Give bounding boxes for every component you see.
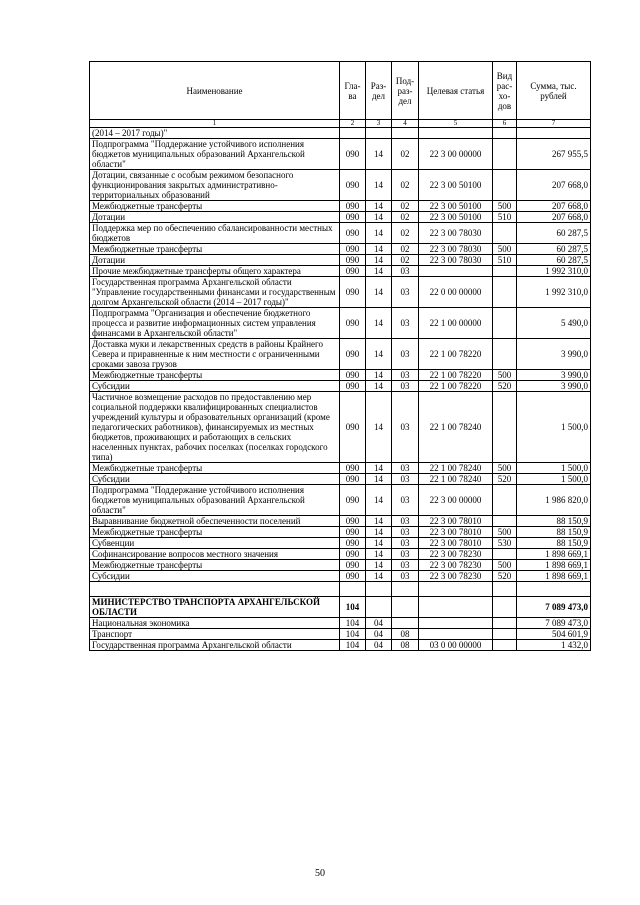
row-name: Софинансирование вопросов местного значения [90, 549, 340, 560]
row-target-article: 22 3 00 50100 [419, 212, 493, 223]
row-section [366, 128, 392, 139]
row-section: 14 [366, 463, 392, 474]
row-section: 14 [366, 474, 392, 485]
row-name: Транспорт [90, 629, 340, 640]
row-section: 14 [366, 212, 392, 223]
row-chapter: 104 [340, 640, 366, 651]
row-amount: 60 287,5 [517, 223, 591, 244]
row-chapter: 090 [340, 139, 366, 170]
row-section: 14 [366, 339, 392, 370]
row-target-article: 22 1 00 78240 [419, 392, 493, 463]
row-amount: 7 089 473,0 [517, 597, 591, 618]
row-amount: 88 150,9 [517, 516, 591, 527]
row-amount: 1 986 820,0 [517, 485, 591, 516]
row-name: МИНИСТЕРСТВО ТРАНСПОРТА АРХАНГЕЛЬСКОЙ ОБЛАСТИ [90, 597, 340, 618]
row-expense-type: 500 [493, 244, 517, 255]
row-name: Дотации [90, 212, 340, 223]
row-name: Субсидии [90, 571, 340, 582]
row-section: 14 [366, 549, 392, 560]
row-chapter: 090 [340, 474, 366, 485]
row-chapter [340, 582, 366, 597]
row-subsection: 03 [392, 538, 419, 549]
row-name: Частичное возмещение расходов по предоставлению мер социальной поддержки квалифицированных специалистов учреждений культуры и образовательных организаций (кроме педагогических работников), финансируемых из местных бюджетов, проживающих и работающих в сельских населенных пунктах, рабочих поселках (поселках городского типа) [90, 392, 340, 463]
row-name: Межбюджетные трансферты [90, 244, 340, 255]
row-section: 14 [366, 308, 392, 339]
column-number: 6 [493, 120, 517, 128]
row-section: 14 [366, 170, 392, 201]
row-subsection: 03 [392, 463, 419, 474]
row-subsection: 03 [392, 571, 419, 582]
row-expense-type: 510 [493, 212, 517, 223]
budget-table-page [89, 61, 590, 651]
row-chapter: 090 [340, 277, 366, 308]
table-row [90, 266, 591, 277]
row-target-article [419, 582, 493, 597]
row-chapter: 090 [340, 308, 366, 339]
table-row [90, 277, 591, 308]
row-subsection: 03 [392, 381, 419, 392]
row-amount: 1 992 310,0 [517, 266, 591, 277]
row-expense-type: 510 [493, 255, 517, 266]
row-subsection: 03 [392, 485, 419, 516]
row-name: Выравнивание бюджетной обеспеченности поселений [90, 516, 340, 527]
row-subsection: 03 [392, 392, 419, 463]
row-name: Национальная экономика [90, 618, 340, 629]
row-section: 14 [366, 266, 392, 277]
header-subsection: Под-раз-дел [392, 62, 419, 120]
table-row [90, 463, 591, 474]
row-name [90, 582, 340, 597]
row-amount: 60 287,5 [517, 255, 591, 266]
row-subsection: 02 [392, 170, 419, 201]
table-row [90, 597, 591, 618]
row-amount: 1 500,0 [517, 463, 591, 474]
table-row [90, 339, 591, 370]
column-number-row [90, 120, 591, 128]
row-chapter: 090 [340, 516, 366, 527]
row-chapter: 090 [340, 370, 366, 381]
row-amount: 1 992 310,0 [517, 277, 591, 308]
table-row [90, 128, 591, 139]
row-target-article [419, 597, 493, 618]
column-number: 3 [366, 120, 392, 128]
row-subsection: 08 [392, 629, 419, 640]
table-row [90, 139, 591, 170]
header-expense-type: Вид рас-хо-дов [493, 62, 517, 120]
row-target-article: 22 1 00 78220 [419, 339, 493, 370]
row-expense-type: 520 [493, 571, 517, 582]
table-header-row [90, 62, 591, 120]
row-chapter: 090 [340, 485, 366, 516]
row-chapter: 090 [340, 571, 366, 582]
row-target-article: 22 3 00 78030 [419, 223, 493, 244]
row-name: Межбюджетные трансферты [90, 370, 340, 381]
table-row [90, 538, 591, 549]
row-section: 14 [366, 381, 392, 392]
row-subsection: 02 [392, 244, 419, 255]
row-expense-type [493, 170, 517, 201]
row-expense-type: 520 [493, 381, 517, 392]
row-amount [517, 582, 591, 597]
row-amount: 1 898 669,1 [517, 571, 591, 582]
table-row [90, 244, 591, 255]
header-name: Наименование [90, 62, 340, 120]
row-name: Прочие межбюджетные трансферты общего характера [90, 266, 340, 277]
row-subsection: 03 [392, 277, 419, 308]
table-row [90, 201, 591, 212]
row-section: 14 [366, 538, 392, 549]
row-subsection: 02 [392, 255, 419, 266]
row-subsection: 03 [392, 527, 419, 538]
column-number: 2 [340, 120, 366, 128]
row-subsection: 03 [392, 560, 419, 571]
row-amount: 1 898 669,1 [517, 560, 591, 571]
row-chapter: 090 [340, 223, 366, 244]
row-expense-type [493, 582, 517, 597]
row-subsection: 02 [392, 139, 419, 170]
row-subsection: 03 [392, 549, 419, 560]
row-expense-type [493, 485, 517, 516]
row-section: 14 [366, 392, 392, 463]
row-section: 04 [366, 629, 392, 640]
row-target-article: 22 0 00 00000 [419, 277, 493, 308]
row-amount: 207 668,0 [517, 212, 591, 223]
row-name: Субсидии [90, 474, 340, 485]
row-section: 14 [366, 244, 392, 255]
row-chapter: 090 [340, 392, 366, 463]
row-chapter: 090 [340, 212, 366, 223]
table-row [90, 223, 591, 244]
row-amount: 1 898 669,1 [517, 549, 591, 560]
row-section: 14 [366, 516, 392, 527]
row-section: 14 [366, 370, 392, 381]
row-expense-type [493, 640, 517, 651]
row-chapter [340, 128, 366, 139]
row-target-article: 03 0 00 00000 [419, 640, 493, 651]
row-expense-type: 500 [493, 201, 517, 212]
row-chapter: 090 [340, 170, 366, 201]
row-amount: 1 500,0 [517, 392, 591, 463]
row-subsection [392, 128, 419, 139]
row-chapter: 090 [340, 560, 366, 571]
row-chapter: 090 [340, 339, 366, 370]
row-target-article: 22 3 00 78030 [419, 244, 493, 255]
row-name: Дотации, связанные с особым режимом безопасного функционирования закрытых административно-территориальных образований [90, 170, 340, 201]
header-target-article: Целевая статья [419, 62, 493, 120]
row-target-article: 22 1 00 78240 [419, 474, 493, 485]
row-chapter: 104 [340, 597, 366, 618]
row-expense-type: 500 [493, 560, 517, 571]
row-expense-type [493, 339, 517, 370]
row-subsection: 03 [392, 474, 419, 485]
row-name: Подпрограмма "Поддержание устойчивого исполнения бюджетов муниципальных образований Архангельской области" [90, 485, 340, 516]
table-row [90, 485, 591, 516]
row-section: 14 [366, 571, 392, 582]
table-row [90, 618, 591, 629]
row-expense-type [493, 549, 517, 560]
row-target-article: 22 3 00 50100 [419, 201, 493, 212]
row-section: 14 [366, 201, 392, 212]
row-amount: 3 990,0 [517, 370, 591, 381]
row-name: Межбюджетные трансферты [90, 560, 340, 571]
row-expense-type: 530 [493, 538, 517, 549]
table-row [90, 308, 591, 339]
row-name: Межбюджетные трансферты [90, 527, 340, 538]
row-target-article: 22 3 00 00000 [419, 139, 493, 170]
row-name: (2014 – 2017 годы)" [90, 128, 340, 139]
table-row [90, 560, 591, 571]
row-target-article: 22 3 00 50100 [419, 170, 493, 201]
row-amount: 88 150,9 [517, 538, 591, 549]
table-row [90, 255, 591, 266]
row-chapter: 090 [340, 549, 366, 560]
row-expense-type: 500 [493, 463, 517, 474]
row-name: Межбюджетные трансферты [90, 463, 340, 474]
row-target-article: 22 3 00 78230 [419, 560, 493, 571]
row-expense-type [493, 516, 517, 527]
row-target-article: 22 3 00 78230 [419, 549, 493, 560]
row-target-article: 22 3 00 78230 [419, 571, 493, 582]
row-name: Субсидии [90, 381, 340, 392]
row-name: Государственная программа Архангельской области [90, 640, 340, 651]
row-amount: 207 668,0 [517, 201, 591, 212]
row-target-article [419, 618, 493, 629]
table-row [90, 381, 591, 392]
row-subsection [392, 582, 419, 597]
table-row [90, 582, 591, 597]
column-number: 4 [392, 120, 419, 128]
row-amount: 3 990,0 [517, 381, 591, 392]
row-target-article: 22 1 00 78240 [419, 463, 493, 474]
row-target-article: 22 1 00 78220 [419, 370, 493, 381]
row-section [366, 597, 392, 618]
table-row [90, 392, 591, 463]
table-row [90, 640, 591, 651]
row-target-article: 22 1 00 00000 [419, 308, 493, 339]
table-row [90, 370, 591, 381]
row-expense-type [493, 139, 517, 170]
row-target-article [419, 266, 493, 277]
row-chapter: 090 [340, 538, 366, 549]
row-expense-type: 500 [493, 527, 517, 538]
table-row [90, 571, 591, 582]
budget-table [89, 61, 591, 651]
header-chapter: Гла-ва [340, 62, 366, 120]
row-section: 14 [366, 560, 392, 571]
row-name: Поддержка мер по обеспечению сбалансированности местных бюджетов [90, 223, 340, 244]
row-expense-type [493, 392, 517, 463]
row-expense-type [493, 277, 517, 308]
row-subsection: 03 [392, 370, 419, 381]
row-name: Подпрограмма "Организация и обеспечение бюджетного процесса и развитие информационных систем управления финансами в Архангельской области" [90, 308, 340, 339]
row-target-article: 22 3 00 78030 [419, 255, 493, 266]
column-number: 5 [419, 120, 493, 128]
row-subsection: 03 [392, 308, 419, 339]
row-chapter: 090 [340, 255, 366, 266]
row-name: Межбюджетные трансферты [90, 201, 340, 212]
row-expense-type: 500 [493, 370, 517, 381]
row-amount: 60 287,5 [517, 244, 591, 255]
row-amount: 88 150,9 [517, 527, 591, 538]
row-subsection: 02 [392, 201, 419, 212]
row-name: Государственная программа Архангельской области "Управление государственными финансами и государственным долгом Архангельской области (2014 – 2017 годы)" [90, 277, 340, 308]
table-row [90, 629, 591, 640]
row-section: 14 [366, 277, 392, 308]
row-chapter: 090 [340, 244, 366, 255]
row-chapter: 090 [340, 381, 366, 392]
row-section: 14 [366, 527, 392, 538]
row-expense-type [493, 223, 517, 244]
row-expense-type: 520 [493, 474, 517, 485]
row-chapter: 104 [340, 629, 366, 640]
table-row [90, 212, 591, 223]
row-name: Субвенции [90, 538, 340, 549]
row-subsection: 02 [392, 212, 419, 223]
row-subsection: 03 [392, 516, 419, 527]
row-subsection: 02 [392, 223, 419, 244]
row-amount: 1 500,0 [517, 474, 591, 485]
table-row [90, 527, 591, 538]
table-row [90, 170, 591, 201]
row-amount: 267 955,5 [517, 139, 591, 170]
table-row [90, 474, 591, 485]
row-chapter: 090 [340, 201, 366, 212]
row-amount: 7 089 473,0 [517, 618, 591, 629]
row-section: 14 [366, 255, 392, 266]
row-name: Подпрограмма "Поддержание устойчивого исполнения бюджетов муниципальных образований Архангельской области" [90, 139, 340, 170]
row-subsection [392, 618, 419, 629]
row-target-article [419, 128, 493, 139]
row-target-article [419, 629, 493, 640]
row-amount: 504 601,9 [517, 629, 591, 640]
row-expense-type [493, 597, 517, 618]
row-amount: 3 990,0 [517, 339, 591, 370]
row-target-article: 22 3 00 00000 [419, 485, 493, 516]
column-number: 1 [90, 120, 340, 128]
row-chapter: 090 [340, 266, 366, 277]
row-section: 04 [366, 640, 392, 651]
row-target-article: 22 1 00 78220 [419, 381, 493, 392]
row-chapter: 090 [340, 527, 366, 538]
row-amount: 5 490,0 [517, 308, 591, 339]
row-expense-type [493, 128, 517, 139]
table-row [90, 516, 591, 527]
row-amount: 207 668,0 [517, 170, 591, 201]
row-subsection: 03 [392, 266, 419, 277]
row-target-article: 22 3 00 78010 [419, 527, 493, 538]
row-subsection [392, 597, 419, 618]
header-amount: Сумма, тыс. рублей [517, 62, 591, 120]
page-number: 50 [315, 868, 325, 879]
row-target-article: 22 3 00 78010 [419, 538, 493, 549]
row-section: 14 [366, 139, 392, 170]
row-subsection: 03 [392, 339, 419, 370]
row-amount [517, 128, 591, 139]
header-section: Раз-дел [366, 62, 392, 120]
row-section: 14 [366, 485, 392, 516]
row-name: Доставка муки и лекарственных средств в районы Крайнего Севера и приравненные к ним местности с ограниченными сроками завоза грузов [90, 339, 340, 370]
row-name: Дотации [90, 255, 340, 266]
column-number: 7 [517, 120, 591, 128]
row-section: 14 [366, 223, 392, 244]
row-section: 04 [366, 618, 392, 629]
row-expense-type [493, 308, 517, 339]
table-row [90, 549, 591, 560]
row-target-article: 22 3 00 78010 [419, 516, 493, 527]
row-chapter: 104 [340, 618, 366, 629]
row-subsection: 08 [392, 640, 419, 651]
row-expense-type [493, 629, 517, 640]
row-expense-type [493, 266, 517, 277]
row-amount: 1 432,0 [517, 640, 591, 651]
row-chapter: 090 [340, 463, 366, 474]
row-section [366, 582, 392, 597]
row-expense-type [493, 618, 517, 629]
